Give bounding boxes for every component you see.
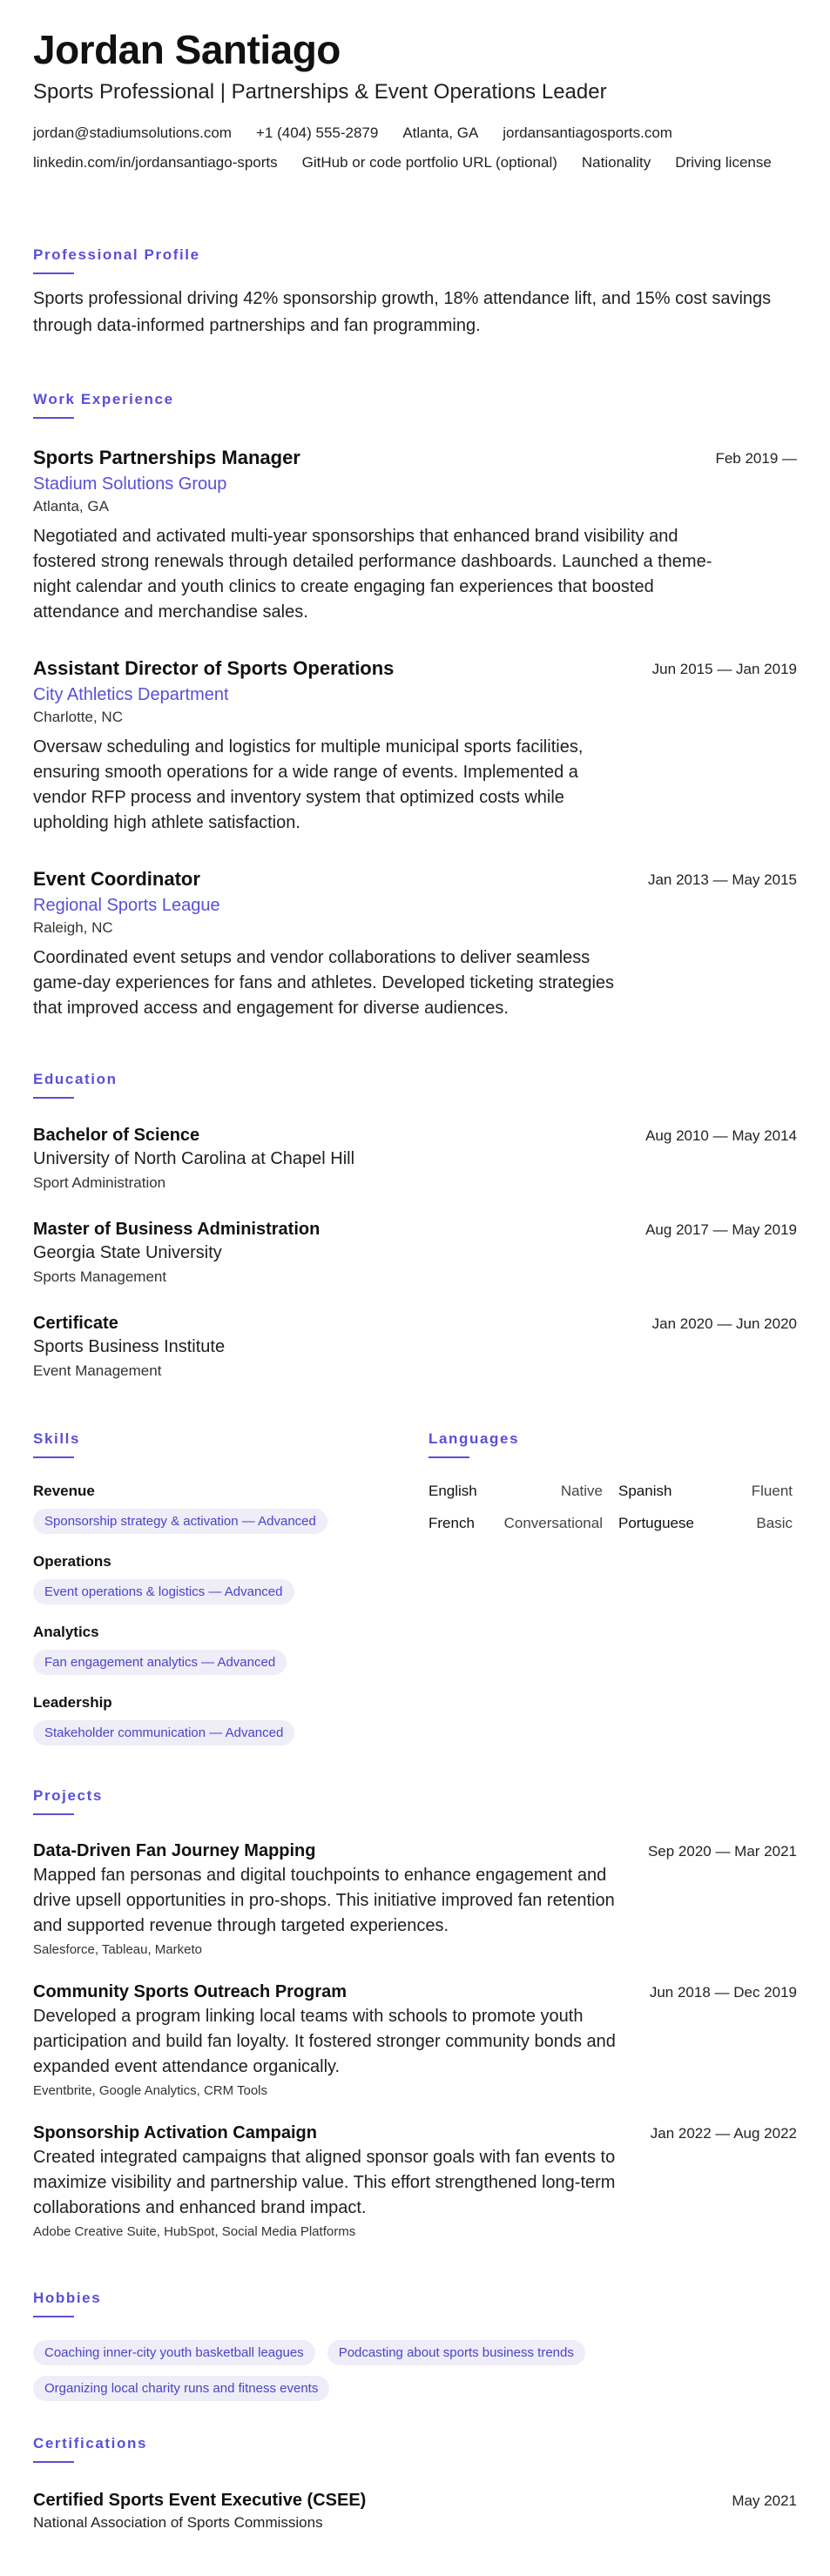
degree-title: Master of Business Administration (33, 1220, 321, 1239)
language-item (428, 1483, 603, 1500)
field-of-study: Sports Management (33, 1268, 167, 1285)
section-rule (33, 1456, 74, 1458)
field-of-study: Event Management (33, 1362, 162, 1379)
profile-summary: Sports professional driving 42% sponsorship growth, 18% attendance lift, and 15% cost savings through data-informed partnerships and fan programming. (33, 289, 772, 335)
skill-group (33, 1624, 287, 1675)
certification-name: Certified Sports Event Executive (CSEE) (33, 2491, 367, 2510)
skill-group (33, 1553, 294, 1604)
section-rule (33, 272, 74, 274)
job-title: Sports Partnerships Manager (33, 447, 300, 468)
project-tools: Eventbrite, Google Analytics, CRM Tools (33, 2083, 268, 2098)
language-level: Basic (756, 1515, 793, 1531)
contact-location: Atlanta, GA (402, 124, 479, 141)
contact-website[interactable]: jordansantiagosports.com (503, 124, 672, 141)
hobby-tag: Organizing local charity runs and fitness events (33, 2376, 329, 2401)
job-title: Assistant Director of Sports Operations (33, 657, 395, 679)
experience-section (33, 391, 797, 1035)
section-title: Education (33, 1071, 118, 1087)
skill-category: Operations (33, 1553, 111, 1570)
hobby-tag: Coaching inner-city youth basketball leagues (33, 2340, 315, 2365)
skill-tag: Fan engagement analytics — Advanced (33, 1650, 287, 1675)
company-name: Regional Sports League (33, 896, 220, 915)
skills-section (33, 1430, 399, 1752)
certifications-section (33, 2435, 797, 2557)
school-name: University of North Carolina at Chapel Hill (33, 1149, 355, 1168)
section-rule (33, 2461, 74, 2463)
project-tools: Adobe Creative Suite, HubSpot, Social Media Platforms (33, 2224, 356, 2239)
section-title: Certifications (33, 2435, 148, 2452)
contact-email[interactable]: jordan@stadiumsolutions.com (33, 124, 232, 141)
section-rule (428, 1456, 469, 1458)
job-description: Negotiated and activated multi-year sponsorships that enhanced brand visibility and fostered strong renewals through detailed performance dashboards. Launched a theme-night calendar and youth clinics to create engaging fan experiences that boosted attendance and merchandise sales. (33, 527, 712, 622)
projects-section (33, 1787, 797, 2257)
section-title: Hobbies (33, 2290, 102, 2306)
education-section (33, 1071, 797, 1393)
section-title: Projects (33, 1787, 103, 1804)
project-dates: Sep 2020 — Mar 2021 (647, 1843, 797, 1860)
project-item (33, 1841, 797, 1957)
education-item (33, 1126, 797, 1192)
language-item (618, 1515, 793, 1532)
skill-group (33, 1694, 294, 1745)
company-name: Stadium Solutions Group (33, 474, 227, 494)
skill-tag: Sponsorship strategy & activation — Advanced (33, 1509, 327, 1534)
project-name: Community Sports Outreach Program (33, 1982, 348, 2001)
contact-nationality: Nationality (581, 154, 651, 171)
skill-group (33, 1483, 327, 1534)
education-dates: Jan 2020 — Jun 2020 (651, 1315, 797, 1332)
certification-item (33, 2491, 797, 2532)
project-name: Sponsorship Activation Campaign (33, 2123, 317, 2142)
language-name: English (428, 1483, 477, 1499)
school-name: Georgia State University (33, 1243, 222, 1262)
language-level: Conversational (503, 1515, 603, 1531)
language-item (428, 1515, 603, 1532)
languages-section (428, 1430, 797, 1552)
job-dates: Jun 2015 — Jan 2019 (651, 661, 797, 677)
contact-linkedin[interactable]: linkedin.com/in/jordansantiago-sports (33, 154, 278, 171)
experience-item (33, 868, 797, 1021)
job-description: Oversaw scheduling and logistics for multiple municipal sports facilities, ensuring smooth operations for a wide range of events. Implemented a vendor RFP process and inventory system that optimized costs while upholding high athlete satisfaction. (33, 737, 584, 832)
section-rule (33, 1813, 74, 1815)
job-dates: Feb 2019 — (715, 450, 797, 467)
contact-phone[interactable]: +1 (404) 555-2879 (255, 124, 379, 141)
skill-tag: Stakeholder communication — Advanced (33, 1720, 294, 1745)
section-rule (33, 1097, 74, 1099)
company-name: City Athletics Department (33, 685, 229, 704)
section-title: Professional Profile (33, 246, 200, 263)
skill-tag: Event operations & logistics — Advanced (33, 1579, 294, 1604)
section-rule (33, 2316, 74, 2317)
language-item (618, 1483, 793, 1500)
education-dates: Aug 2010 — May 2014 (645, 1127, 797, 1144)
education-dates: Aug 2017 — May 2019 (645, 1221, 797, 1238)
language-name: Portuguese (618, 1515, 694, 1531)
project-description: Developed a program linking local teams with schools to promote youth participation and build fan loyalty. It fostered stronger community bonds and expanded event attendance organically. (33, 2007, 616, 2076)
section-title: Languages (428, 1430, 520, 1447)
experience-item (33, 657, 797, 836)
education-item (33, 1314, 797, 1380)
degree-title: Certificate (33, 1314, 118, 1333)
hobbies-section (33, 2290, 797, 2420)
project-description: Created integrated campaigns that aligned sponsor goals with fan events to maximize visibility and partnership value. This effort strengthened long-term collaborations and enhanced brand impact. (33, 2148, 616, 2217)
job-location: Atlanta, GA (33, 498, 109, 515)
contact-driving-license: Driving license (675, 154, 772, 171)
field-of-study: Sport Administration (33, 1174, 166, 1191)
skill-category: Revenue (33, 1483, 95, 1499)
candidate-name: Jordan Santiago (33, 27, 341, 72)
project-dates: Jun 2018 — Dec 2019 (649, 1984, 797, 2001)
degree-title: Bachelor of Science (33, 1126, 200, 1145)
language-name: Spanish (618, 1483, 672, 1499)
languages-list (428, 1483, 793, 1532)
language-level: Fluent (751, 1483, 793, 1499)
profile-section (33, 246, 797, 340)
section-rule (33, 417, 74, 419)
contact-github[interactable]: GitHub or code portfolio URL (optional) (301, 154, 557, 171)
job-location: Raleigh, NC (33, 919, 113, 936)
certification-date: May 2021 (732, 2492, 797, 2509)
job-title: Event Coordinator (33, 868, 200, 890)
skill-category: Analytics (33, 1624, 99, 1640)
project-dates: Jan 2022 — Aug 2022 (650, 2125, 797, 2142)
job-description: Coordinated event setups and vendor collaborations to deliver seamless game-day experiences for fans and athletes. Developed ticketing strategies that improved access and engagement for diverse audiences. (33, 948, 615, 1018)
education-item (33, 1220, 797, 1286)
job-location: Charlotte, NC (33, 709, 123, 725)
hobbies-list (33, 2340, 797, 2401)
language-level: Native (560, 1483, 603, 1499)
project-item (33, 1982, 797, 2098)
project-name: Data-Driven Fan Journey Mapping (33, 1841, 316, 1860)
skill-category: Leadership (33, 1694, 112, 1711)
contact-info (33, 124, 800, 172)
language-name: French (428, 1515, 475, 1531)
project-item (33, 2123, 797, 2239)
section-title: Work Experience (33, 391, 174, 407)
certification-issuer: National Association of Sports Commissions (33, 2514, 323, 2531)
hobby-tag: Podcasting about sports business trends (327, 2340, 585, 2365)
candidate-headline: Sports Professional | Partnerships & Event Operations Leader (33, 80, 607, 104)
experience-item (33, 447, 797, 625)
project-description: Mapped fan personas and digital touchpoints to enhance engagement and drive upsell opportunities in pro-shops. This initiative improved fan retention and supported revenue through targeted experiences. (33, 1866, 615, 1935)
project-tools: Salesforce, Tableau, Marketo (33, 1942, 202, 1957)
section-title: Skills (33, 1430, 81, 1447)
school-name: Sports Business Institute (33, 1337, 226, 1356)
job-dates: Jan 2013 — May 2015 (647, 871, 797, 888)
